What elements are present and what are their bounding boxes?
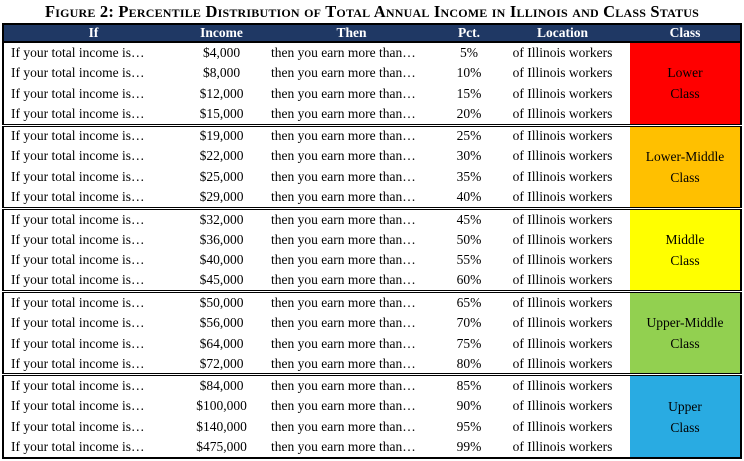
pct-cell: 35% <box>456 169 482 185</box>
if-cell: If your total income is… <box>11 231 145 247</box>
class-cell <box>630 208 741 291</box>
if-cell: If your total income is… <box>11 211 145 227</box>
location-cell: of Illinois workers <box>512 272 613 288</box>
figure-title: Figure 2: Percentile Distribution of Total Annual Income in Illinois and Class Status <box>44 2 700 21</box>
then-cell: then you earn more than… <box>271 148 416 164</box>
header-class: Class <box>630 24 741 42</box>
then-cell: then you earn more than… <box>271 211 416 227</box>
income-cell: $36,000 <box>199 231 244 247</box>
class-label-line: Upper-Middle <box>646 315 724 331</box>
header-pct: Pct. <box>443 24 495 42</box>
location-cell: of Illinois workers <box>512 335 613 351</box>
class-cell <box>630 375 741 458</box>
location-cell: of Illinois workers <box>512 189 613 205</box>
income-cell: $12,000 <box>199 85 244 101</box>
income-cell: $19,000 <box>199 128 244 144</box>
location-cell: of Illinois workers <box>512 128 613 144</box>
if-cell: If your total income is… <box>11 355 145 371</box>
table-row <box>3 292 741 313</box>
if-cell: If your total income is… <box>11 106 145 122</box>
income-cell: $29,000 <box>199 189 244 205</box>
class-label-line: Middle <box>665 231 705 247</box>
then-cell: then you earn more than… <box>271 397 416 413</box>
income-cell: $32,000 <box>199 211 244 227</box>
class-cell <box>630 42 741 125</box>
class-group <box>3 292 741 375</box>
pct-cell: 95% <box>456 418 482 434</box>
income-cell: $140,000 <box>196 418 247 434</box>
if-cell: If your total income is… <box>11 335 145 351</box>
table-row <box>3 375 741 396</box>
income-cell: $100,000 <box>196 397 247 413</box>
class-label-line: Class <box>670 169 700 185</box>
income-cell: $4,000 <box>202 44 241 60</box>
if-cell: If your total income is… <box>11 148 145 164</box>
income-cell: $25,000 <box>199 169 244 185</box>
location-cell: of Illinois workers <box>512 397 613 413</box>
location-cell: of Illinois workers <box>512 106 613 122</box>
table-row <box>3 42 741 63</box>
location-cell: of Illinois workers <box>512 377 613 393</box>
then-cell: then you earn more than… <box>271 294 416 310</box>
income-cell: $15,000 <box>199 106 244 122</box>
location-cell: of Illinois workers <box>512 418 613 434</box>
table-row <box>3 208 741 229</box>
income-cell: $475,000 <box>196 439 247 455</box>
then-cell: then you earn more than… <box>271 377 416 393</box>
then-cell: then you earn more than… <box>271 355 416 371</box>
income-cell: $45,000 <box>199 272 244 288</box>
pct-cell: 40% <box>456 189 482 205</box>
if-cell: If your total income is… <box>11 44 145 60</box>
if-cell: If your total income is… <box>11 397 145 413</box>
class-group <box>3 125 741 208</box>
class-label-line: Lower-Middle <box>645 148 725 164</box>
location-cell: of Illinois workers <box>512 314 613 330</box>
income-cell: $50,000 <box>199 294 244 310</box>
if-cell: If your total income is… <box>11 418 145 434</box>
location-cell: of Illinois workers <box>512 294 613 310</box>
then-cell: then you earn more than… <box>271 189 416 205</box>
pct-cell: 80% <box>456 355 482 371</box>
location-cell: of Illinois workers <box>512 85 613 101</box>
income-cell: $40,000 <box>199 252 244 268</box>
pct-cell: 50% <box>456 231 482 247</box>
location-cell: of Illinois workers <box>512 211 613 227</box>
income-percentile-table <box>2 23 742 459</box>
class-group <box>3 208 741 291</box>
pct-cell: 25% <box>456 128 482 144</box>
pct-cell: 45% <box>456 211 482 227</box>
class-label-line: Class <box>670 336 700 352</box>
table-row <box>3 125 741 146</box>
pct-cell: 5% <box>460 44 478 60</box>
if-cell: If your total income is… <box>11 65 145 81</box>
class-label-line: Class <box>670 419 700 435</box>
income-cell: $72,000 <box>199 355 244 371</box>
then-cell: then you earn more than… <box>271 439 416 455</box>
pct-cell: 60% <box>456 272 482 288</box>
then-cell: then you earn more than… <box>271 169 416 185</box>
pct-cell: 20% <box>456 106 482 122</box>
if-cell: If your total income is… <box>11 272 145 288</box>
location-cell: of Illinois workers <box>512 65 613 81</box>
if-cell: If your total income is… <box>11 439 145 455</box>
location-cell: of Illinois workers <box>512 252 613 268</box>
if-cell: If your total income is… <box>11 85 145 101</box>
header-row <box>3 24 741 42</box>
income-cell: $8,000 <box>202 65 241 81</box>
class-cell <box>630 125 741 208</box>
location-cell: of Illinois workers <box>512 44 613 60</box>
then-cell: then you earn more than… <box>271 106 416 122</box>
pct-cell: 65% <box>456 294 482 310</box>
pct-cell: 99% <box>456 439 482 455</box>
then-cell: then you earn more than… <box>271 272 416 288</box>
then-cell: then you earn more than… <box>271 128 416 144</box>
income-cell: $56,000 <box>199 314 244 330</box>
if-cell: If your total income is… <box>11 377 145 393</box>
pct-cell: 10% <box>456 65 482 81</box>
then-cell: then you earn more than… <box>271 65 416 81</box>
if-cell: If your total income is… <box>11 314 145 330</box>
pct-cell: 30% <box>456 148 482 164</box>
location-cell: of Illinois workers <box>512 148 613 164</box>
pct-cell: 90% <box>456 397 482 413</box>
pct-cell: 85% <box>456 377 482 393</box>
income-cell: $22,000 <box>199 148 244 164</box>
pct-cell: 55% <box>456 252 482 268</box>
if-cell: If your total income is… <box>11 294 145 310</box>
location-cell: of Illinois workers <box>512 169 613 185</box>
if-cell: If your total income is… <box>11 252 145 268</box>
pct-cell: 70% <box>456 314 482 330</box>
class-label-line: Class <box>670 252 700 268</box>
then-cell: then you earn more than… <box>271 252 416 268</box>
header-location: Location <box>495 24 630 42</box>
if-cell: If your total income is… <box>11 189 145 205</box>
class-label-line: Class <box>670 86 700 102</box>
location-cell: of Illinois workers <box>512 231 613 247</box>
class-label-line: Lower <box>667 65 703 81</box>
if-cell: If your total income is… <box>11 128 145 144</box>
income-cell: $84,000 <box>199 377 244 393</box>
class-cell <box>630 292 741 375</box>
location-cell: of Illinois workers <box>512 439 613 455</box>
then-cell: then you earn more than… <box>271 231 416 247</box>
pct-cell: 75% <box>456 335 482 351</box>
header-if: If <box>3 24 183 42</box>
then-cell: then you earn more than… <box>271 85 416 101</box>
class-group <box>3 375 741 458</box>
header-then: Then <box>260 24 443 42</box>
income-cell: $64,000 <box>199 335 244 351</box>
then-cell: then you earn more than… <box>271 314 416 330</box>
then-cell: then you earn more than… <box>271 335 416 351</box>
pct-cell: 15% <box>456 85 482 101</box>
if-cell: If your total income is… <box>11 169 145 185</box>
then-cell: then you earn more than… <box>271 44 416 60</box>
location-cell: of Illinois workers <box>512 355 613 371</box>
then-cell: then you earn more than… <box>271 418 416 434</box>
header-income: Income <box>183 24 260 42</box>
table-header <box>3 24 741 42</box>
class-group <box>3 42 741 125</box>
class-label-line: Upper <box>668 398 702 414</box>
